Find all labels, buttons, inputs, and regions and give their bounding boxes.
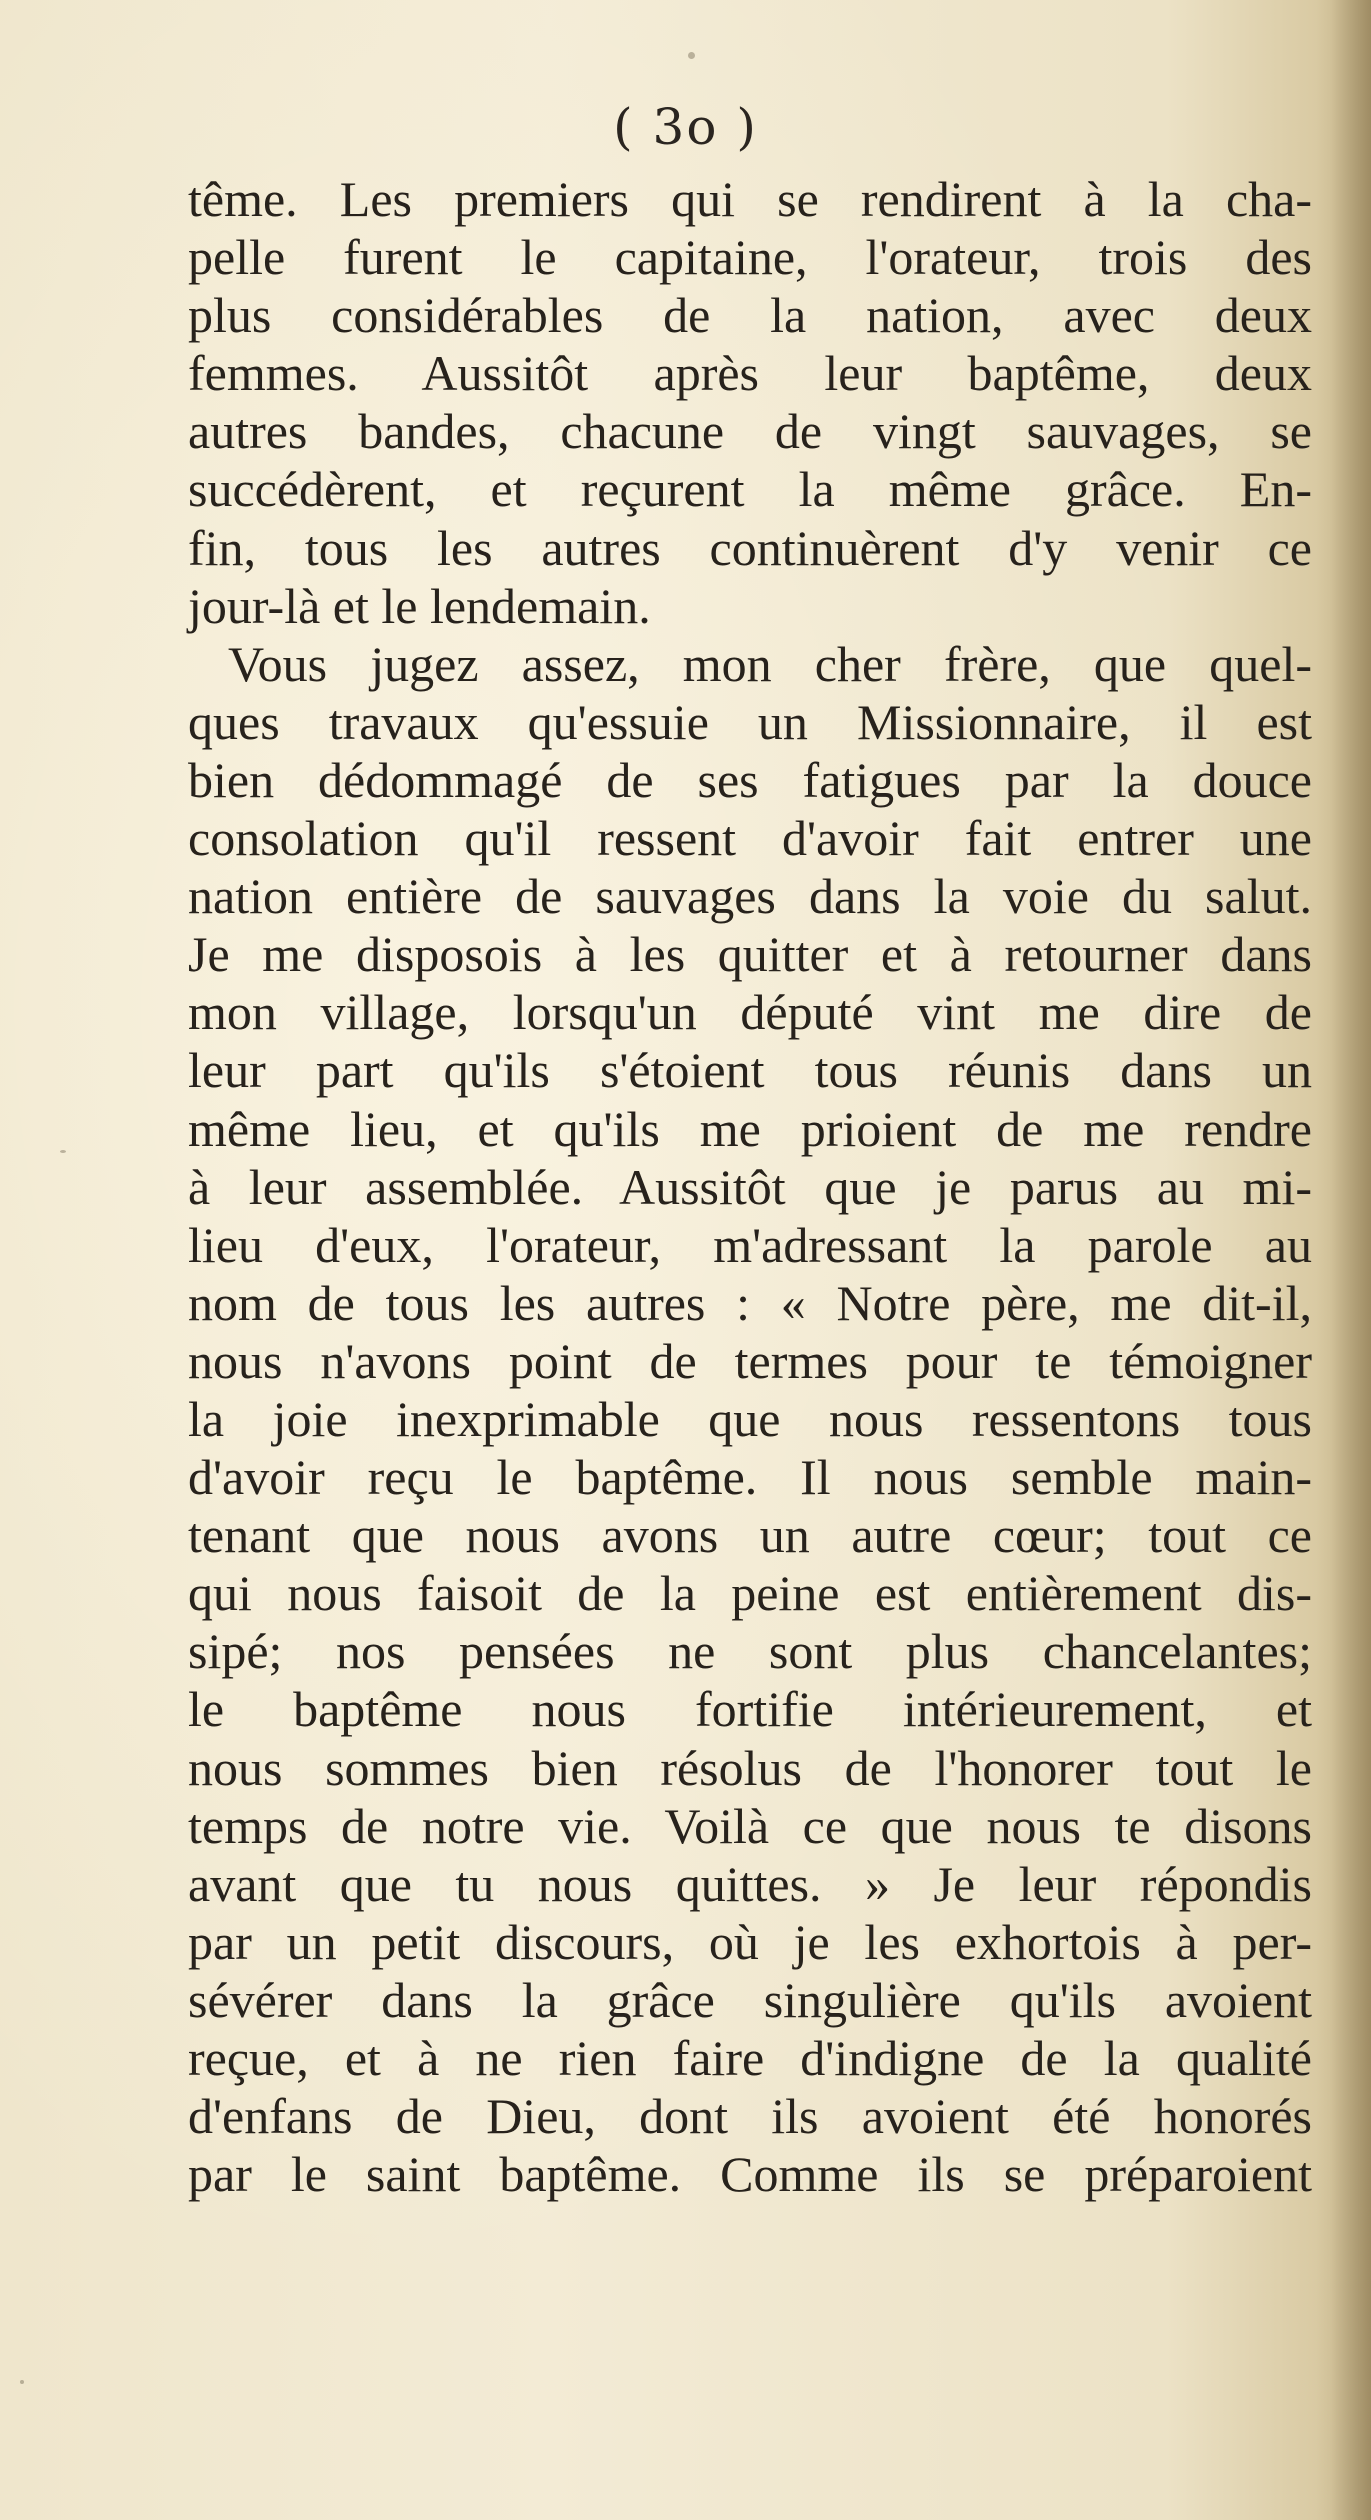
text-line: nation entière de sauvages dans la voie du salut. [188,868,1312,925]
text-line: la joie inexprimable que nous ressentons tous [188,1390,1312,1447]
text-line: nous sommes bien résolus de l'honorer tout le [188,1739,1312,1796]
text-line: tenant que nous avons un autre cœur; tout ce [188,1507,1312,1564]
paper-speck [20,2380,24,2384]
paper-speck [60,1150,66,1153]
text-line: sévérer dans la grâce singulière qu'ils avoient [188,1971,1312,2028]
text-line: par le saint baptême. Comme ils se préparoient [188,2146,1312,2203]
text-line: femmes. Aussitôt après leur baptême, deux [188,345,1312,402]
paper-speck [688,52,695,59]
text-line: d'enfans de Dieu, dont ils avoient été honorés [188,2088,1312,2145]
text-line: consolation qu'il ressent d'avoir fait entrer une [188,810,1312,867]
text-line: sipé; nos pensées ne sont plus chancelantes; [188,1623,1312,1680]
body-text [188,170,1312,2203]
text-line: mon village, lorsqu'un député vint me dire de [188,984,1312,1041]
page-edge-shadow [1331,0,1371,2520]
text-line: succédèrent, et reçurent la même grâce. En- [188,461,1312,518]
text-line: nom de tous les autres : « Notre père, me dit-il, [188,1274,1312,1331]
text-line: Vous jugez assez, mon cher frère, que quel- [228,635,1312,692]
text-line: avant que tu nous quittes. » Je leur répondis [188,1855,1312,1912]
text-line: qui nous faisoit de la peine est entièrement dis- [188,1565,1312,1622]
text-line: ques travaux qu'essuie un Missionnaire, il est [188,693,1312,750]
text-line: Je me disposois à les quitter et à retourner dans [188,926,1312,983]
text-line: bien dédommagé de ses fatigues par la douce [188,751,1312,808]
text-line: autres bandes, chacune de vingt sauvages, se [188,403,1312,460]
text-line: par un petit discours, où je les exhortois à per- [188,1913,1312,1970]
text-line: tême. Les premiers qui se rendirent à la cha- [188,171,1312,227]
text-line: fin, tous les autres continuèrent d'y venir ce [188,519,1312,576]
text-line: à leur assemblée. Aussitôt que je parus au mi- [188,1158,1312,1215]
text-line: temps de notre vie. Voilà ce que nous te disons [188,1797,1312,1854]
page-number: ( 3o ) [613,98,758,156]
text-line: même lieu, et qu'ils me prioient de me rendre [188,1100,1312,1157]
text-line: d'avoir reçu le baptême. Il nous semble main- [188,1449,1312,1506]
text-line: leur part qu'ils s'étoient tous réunis dans un [188,1042,1312,1099]
text-line: lieu d'eux, l'orateur, m'adressant la parole au [188,1216,1312,1273]
text-line: plus considérables de la nation, avec deux [188,287,1312,344]
text-line: jour-là et le lendemain. [188,577,651,634]
text-line: nous n'avons point de termes pour te témoigner [188,1332,1312,1389]
text-line: reçue, et à ne rien faire d'indigne de la qualité [188,2030,1312,2086]
text-line: pelle furent le capitaine, l'orateur, trois des [188,229,1312,286]
text-line: le baptême nous fortifie intérieurement, et [188,1681,1312,1738]
